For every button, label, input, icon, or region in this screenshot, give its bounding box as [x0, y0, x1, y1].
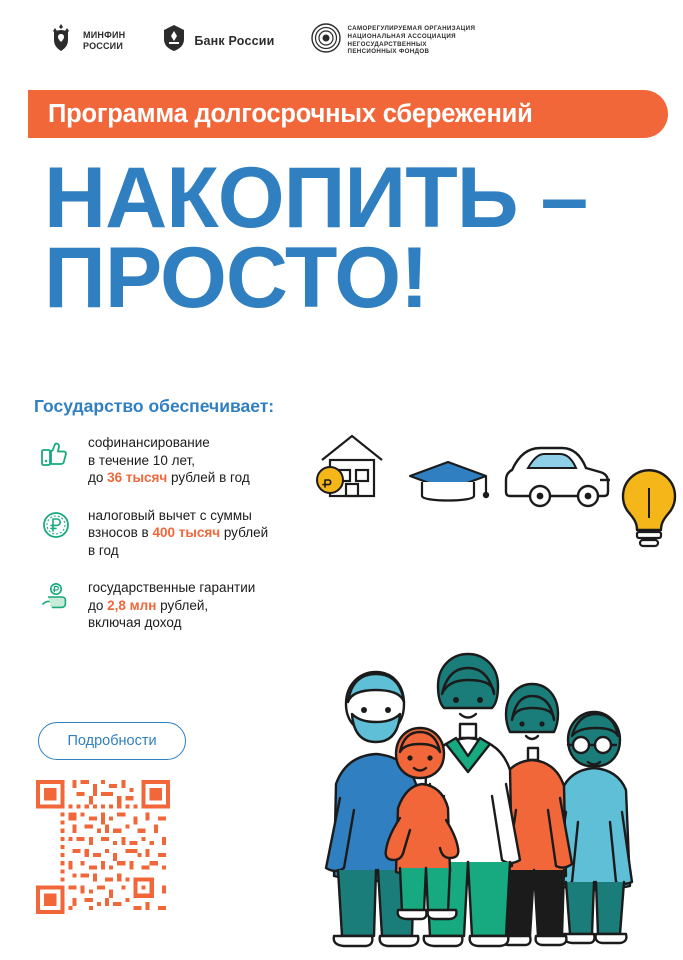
benefit-state-guarantee-text: государственные гарантии до 2,8 млн рублей, включая доход: [88, 580, 256, 630]
headline-line-1: НАКОПИТЬ –: [44, 150, 588, 246]
benefit-cofinancing: [38, 432, 338, 487]
car-icon: [506, 448, 610, 506]
lightbulb-icon: [623, 470, 675, 546]
logo-minfin-label: МИНФИН РОССИИ: [83, 29, 126, 51]
benefits-heading: Государство обеспечивает:: [34, 396, 275, 416]
page-title: [44, 150, 664, 326]
russian-coat-of-arms-icon: [46, 22, 76, 59]
qr-code[interactable]: [36, 780, 170, 914]
benefit-tax-deduction-text: налоговый вычет с суммы взносов в 400 тысяч рублей в год: [88, 507, 269, 558]
logo-bank-rossii-label: Банк России: [194, 33, 275, 48]
logo-row: [46, 22, 475, 59]
details-button-label: Подробности: [67, 733, 157, 749]
program-banner: [28, 90, 668, 138]
hand-with-coins-icon: [38, 577, 74, 617]
napf-spiral-icon: [311, 23, 341, 58]
thumbs-up-icon: [38, 432, 74, 472]
bank-of-russia-emblem-icon: [161, 24, 187, 57]
family-group: [326, 654, 632, 946]
logo-napf-label: САМОРЕГУЛИРУЕМАЯ ОРГАНИЗАЦИЯ НАЦИОНАЛЬНАЯ АССОЦИАЦИЯ НЕГОСУДАРСТВЕННЫХ ПЕНСИОННЫХ ФОНДОВ: [347, 25, 476, 56]
ruble-coin-icon: [38, 505, 74, 545]
graduation-cap-icon: [410, 462, 489, 501]
benefit-cofinancing-text: софинансирование в течение 10 лет, до 36 тысяч рублей в год: [88, 435, 250, 485]
person-grandmother: [556, 712, 632, 943]
logo-minfin: [46, 22, 125, 59]
family-illustration: [300, 418, 683, 948]
details-button[interactable]: [38, 722, 186, 760]
program-banner-text: Программа долгосрочных сбережений: [48, 99, 533, 128]
benefits-list: [38, 432, 338, 650]
logo-napf: [311, 23, 476, 58]
benefit-state-guarantee: [38, 577, 338, 632]
benefit-tax-deduction: [38, 505, 338, 560]
logo-bank-rossii: [161, 24, 274, 57]
headline-line-2: ПРОСТО!: [44, 230, 428, 326]
